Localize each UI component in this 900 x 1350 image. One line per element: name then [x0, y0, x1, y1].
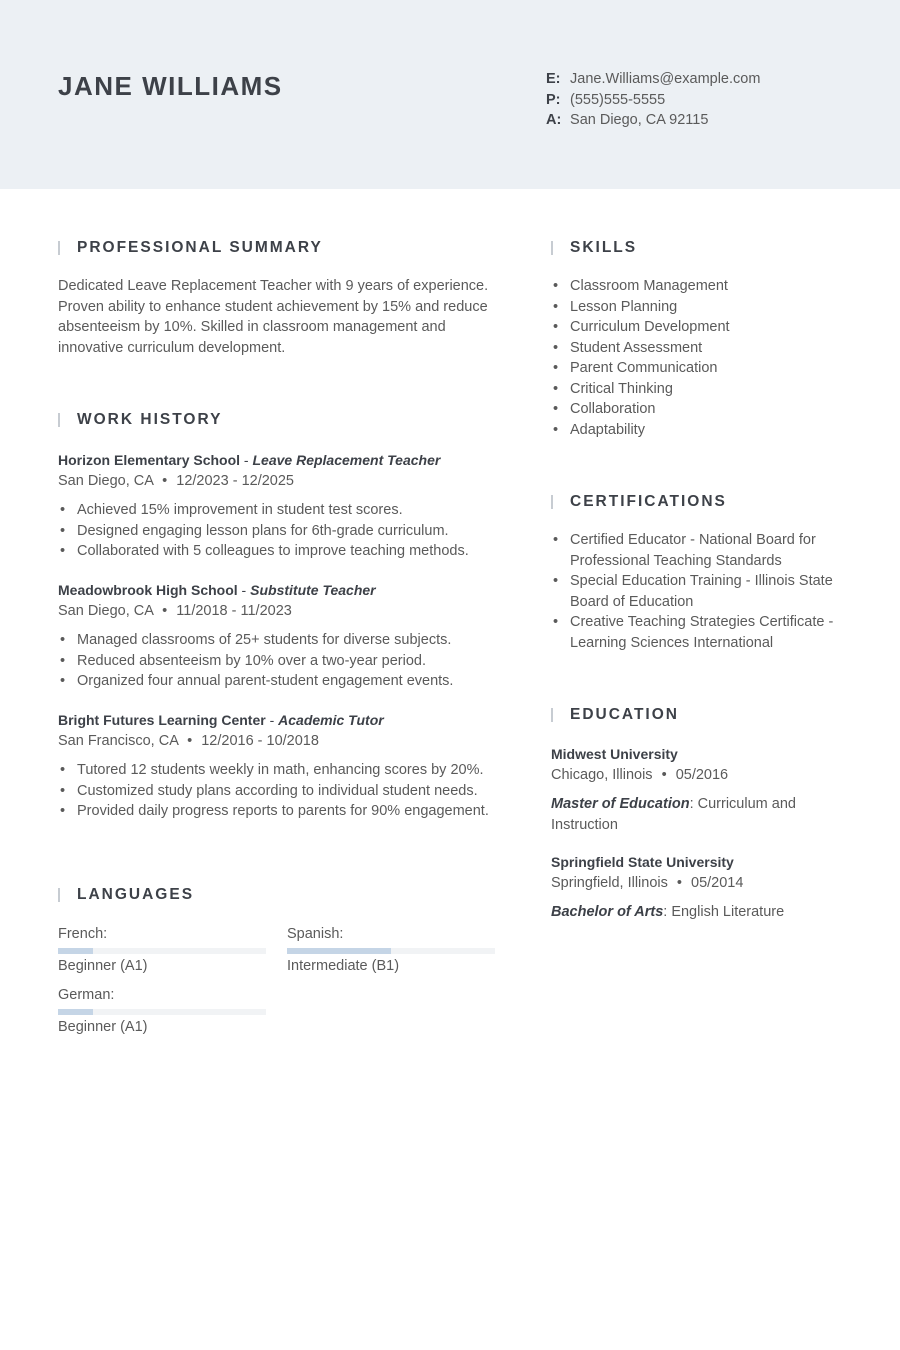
meta-dot: • — [661, 766, 667, 783]
languages-section — [58, 885, 503, 905]
language-level: Beginner (A1) — [58, 1019, 148, 1035]
education-date: 05/2014 — [691, 874, 744, 891]
skill-item: • Student Assessment — [551, 338, 871, 359]
phone-value: (555)555-5555 — [570, 91, 666, 108]
education-entry — [551, 744, 851, 835]
certification-item: • Creative Teaching Strategies Certificate - Learning Sciences International — [551, 612, 851, 653]
education-heading: EDUCATION — [551, 705, 851, 725]
language-level: Beginner (A1) — [58, 958, 148, 974]
education-degree-line — [551, 902, 851, 923]
language-bar-fill — [287, 948, 391, 954]
education-section — [551, 705, 851, 725]
education-degree-line — [551, 794, 851, 835]
language-bar — [58, 948, 266, 954]
address-value: San Diego, CA 92115 — [570, 112, 709, 128]
job-bullet: • Achieved 15% improvement in student test scores. — [58, 500, 508, 521]
job-location: San Diego, CA — [58, 472, 154, 489]
education-location: Springfield, Illinois — [551, 874, 668, 891]
language-name: German: — [58, 987, 115, 1003]
certification-item: • Certified Educator - National Board for Professional Teaching Standards — [551, 530, 851, 571]
contact-info — [546, 69, 760, 131]
job-bullet: • Designed engaging lesson plans for 6th-grade curriculum. — [58, 521, 508, 542]
certifications-section — [551, 492, 851, 653]
language-bar — [287, 948, 495, 954]
language-level: Intermediate (B1) — [287, 958, 400, 974]
job-bullet: • Provided daily progress reports to parents for 90% engagement. — [58, 801, 508, 822]
language-bar — [58, 1009, 266, 1015]
job-organization: Meadowbrook High School — [58, 582, 238, 598]
job-bullet: • Reduced absenteeism by 10% over a two-year period. — [58, 651, 508, 672]
language-item — [287, 924, 495, 976]
job-organization: Bright Futures Learning Center — [58, 712, 266, 728]
job-role: Leave Replacement Teacher — [252, 452, 441, 468]
education-field: : English Literature — [663, 904, 785, 920]
job-bullet: • Customized study plans according to individual student needs. — [58, 781, 508, 802]
job-header — [58, 580, 508, 601]
skill-item: • Collaboration — [551, 399, 871, 420]
education-degree: Bachelor of Arts — [551, 904, 664, 920]
education-field: : Curriculum and Instruction — [551, 796, 796, 833]
job-bullet: • Collaborated with 5 colleagues to improve teaching methods. — [58, 541, 508, 562]
job-entry — [58, 580, 508, 692]
skills-list — [551, 276, 871, 440]
education-meta — [551, 873, 851, 894]
work-history-heading: WORK HISTORY — [58, 410, 503, 430]
job-header — [58, 450, 508, 471]
meta-dot: • — [162, 602, 168, 619]
job-meta — [58, 601, 508, 622]
education-date: 05/2016 — [675, 766, 729, 783]
job-role: Substitute Teacher — [250, 582, 376, 598]
skill-item: • Curriculum Development — [551, 317, 871, 338]
job-header — [58, 710, 508, 731]
education-school: Midwest University — [551, 746, 678, 762]
contact-phone — [546, 90, 760, 111]
skill-item: • Classroom Management — [551, 276, 871, 297]
education-school: Springfield State University — [551, 854, 734, 870]
skill-item: • Critical Thinking — [551, 379, 871, 400]
job-separator: - — [265, 712, 279, 728]
language-item — [58, 985, 266, 1037]
job-entry — [58, 450, 508, 562]
resume-header — [0, 0, 900, 189]
skill-item: • Parent Communication — [551, 358, 871, 379]
job-bullets — [58, 760, 508, 822]
skill-item: • Lesson Planning — [551, 297, 871, 318]
contact-email — [546, 69, 760, 90]
job-bullet: • Organized four annual parent-student engagement events. — [58, 671, 508, 692]
job-organization: Horizon Elementary School — [58, 452, 241, 468]
candidate-name: JANE WILLIAMS — [58, 71, 283, 101]
skill-item: • Adaptability — [551, 420, 871, 441]
language-bar-fill — [58, 948, 93, 954]
certification-item: • Special Education Training - Illinois State Board of Education — [551, 571, 851, 612]
job-separator: - — [240, 452, 253, 468]
job-separator: - — [237, 582, 251, 598]
meta-dot: • — [187, 732, 193, 749]
email-label: E: — [546, 71, 561, 87]
meta-dot: • — [676, 874, 682, 891]
job-meta — [58, 731, 508, 752]
work-history-section — [58, 410, 503, 430]
meta-dot: • — [162, 472, 168, 489]
job-bullet: • Tutored 12 students weekly in math, enhancing scores by 20%. — [58, 760, 508, 781]
education-location: Chicago, Illinois — [551, 766, 653, 783]
job-entry — [58, 710, 508, 822]
summary-text: Dedicated Leave Replacement Teacher with 9 years of experience. Proven ability to enhance student achievement by 15% and reduce absenteeism by 10%. Skilled in classroom management and innovative curriculum development. — [58, 278, 489, 356]
job-location: San Francisco, CA — [58, 732, 179, 749]
job-dates: 12/2023 - 12/2025 — [176, 472, 294, 489]
job-dates: 11/2018 - 11/2023 — [176, 602, 292, 619]
education-entry — [551, 852, 851, 923]
job-bullets — [58, 630, 508, 692]
education-degree: Master of Education — [551, 796, 690, 812]
contact-address — [546, 110, 760, 131]
languages-heading: LANGUAGES — [58, 885, 503, 905]
summary-section — [58, 238, 503, 358]
certifications-list — [551, 530, 851, 653]
job-role: Academic Tutor — [278, 712, 384, 728]
job-meta — [58, 471, 508, 492]
language-bar-fill — [58, 1009, 93, 1015]
education-meta — [551, 765, 851, 786]
language-name: French: — [58, 926, 108, 942]
summary-heading: PROFESSIONAL SUMMARY — [58, 238, 503, 258]
skills-section — [551, 238, 871, 440]
language-item — [58, 924, 266, 976]
job-location: San Diego, CA — [58, 602, 154, 619]
language-name: Spanish: — [287, 926, 344, 942]
job-bullet: • Managed classrooms of 25+ students for diverse subjects. — [58, 630, 508, 651]
job-dates: 12/2016 - 10/2018 — [201, 732, 319, 749]
phone-label: P: — [546, 91, 561, 108]
skills-heading: SKILLS — [551, 238, 871, 258]
certifications-heading: CERTIFICATIONS — [551, 492, 851, 512]
address-label: A: — [546, 112, 562, 128]
job-bullets — [58, 500, 508, 562]
email-value: Jane.Williams@example.com — [570, 71, 761, 87]
